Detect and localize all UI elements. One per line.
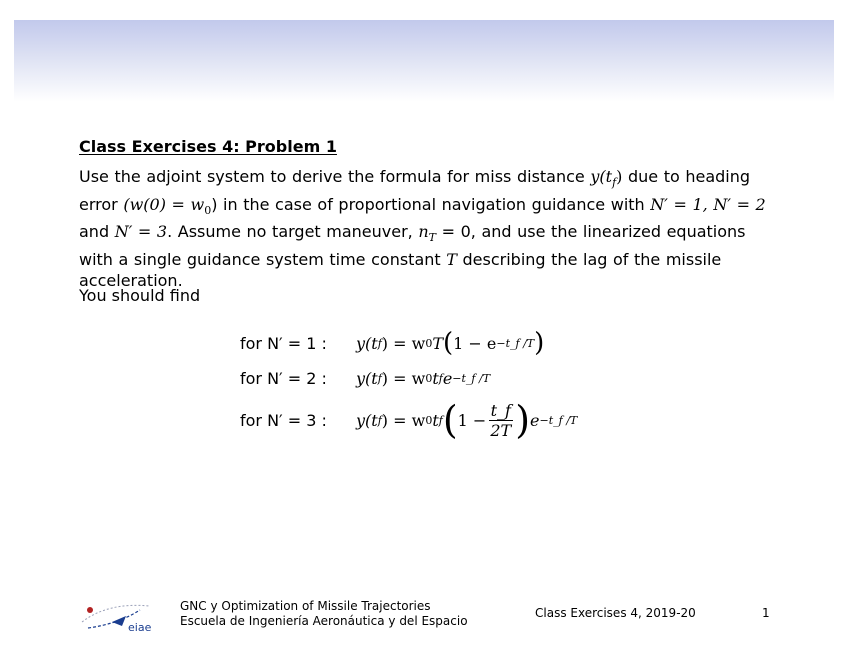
footer-session: Class Exercises 4, 2019-20 xyxy=(535,606,696,620)
logo-text: eiae xyxy=(128,621,152,634)
footer-school: Escuela de Ingeniería Aeronáutica y del Espacio xyxy=(180,614,468,628)
equation-label: for N′ = 2 : xyxy=(240,368,327,388)
frame-title: Class Exercises 4: Problem 1 xyxy=(79,137,337,156)
equation-label: for N′ = 1 : xyxy=(240,333,327,353)
problem-statement: Use the adjoint system to derive the formula for miss distance $y(t_f)$ due to heading error $(w(0) = w_0)$ in the case of proportional navigation guidance with N′ = 1, N′ = 2 and N′ = 3. Assume no target maneuver, $n_T = 0$, and use the linearized equations with a single guidance system time constant T describing the lag of the missile acceleration. xyxy=(79,167,766,290)
equation-label: for N′ = 3 : xyxy=(240,410,327,430)
eiae-logo-icon xyxy=(78,596,158,636)
equation-n1 xyxy=(240,323,544,363)
footer-course-title: GNC y Optimization of Missile Trajectories xyxy=(180,599,431,613)
equation-n2 xyxy=(240,358,490,398)
equation-formula: y(t f ) = w 0 T ( 1 − e −t_f /T ) xyxy=(356,328,545,358)
header-gradient-band xyxy=(14,20,834,102)
equation-formula: y(t f ) = w 0 t f e −t_f /T xyxy=(356,368,491,388)
equation-formula: y(t f ) = w 0 t f ( 1 − $\frac{t\_f}{2T}$ ) e −t_f /T xyxy=(356,398,578,442)
footer-course-info xyxy=(180,599,468,629)
footer xyxy=(0,590,848,640)
equation-n3 xyxy=(240,396,577,444)
page-number: 1 xyxy=(762,606,770,620)
intro-text: You should find xyxy=(79,286,201,305)
fraction-tf-over-2T: $\frac{t\_f}{2T}$ xyxy=(490,400,512,440)
